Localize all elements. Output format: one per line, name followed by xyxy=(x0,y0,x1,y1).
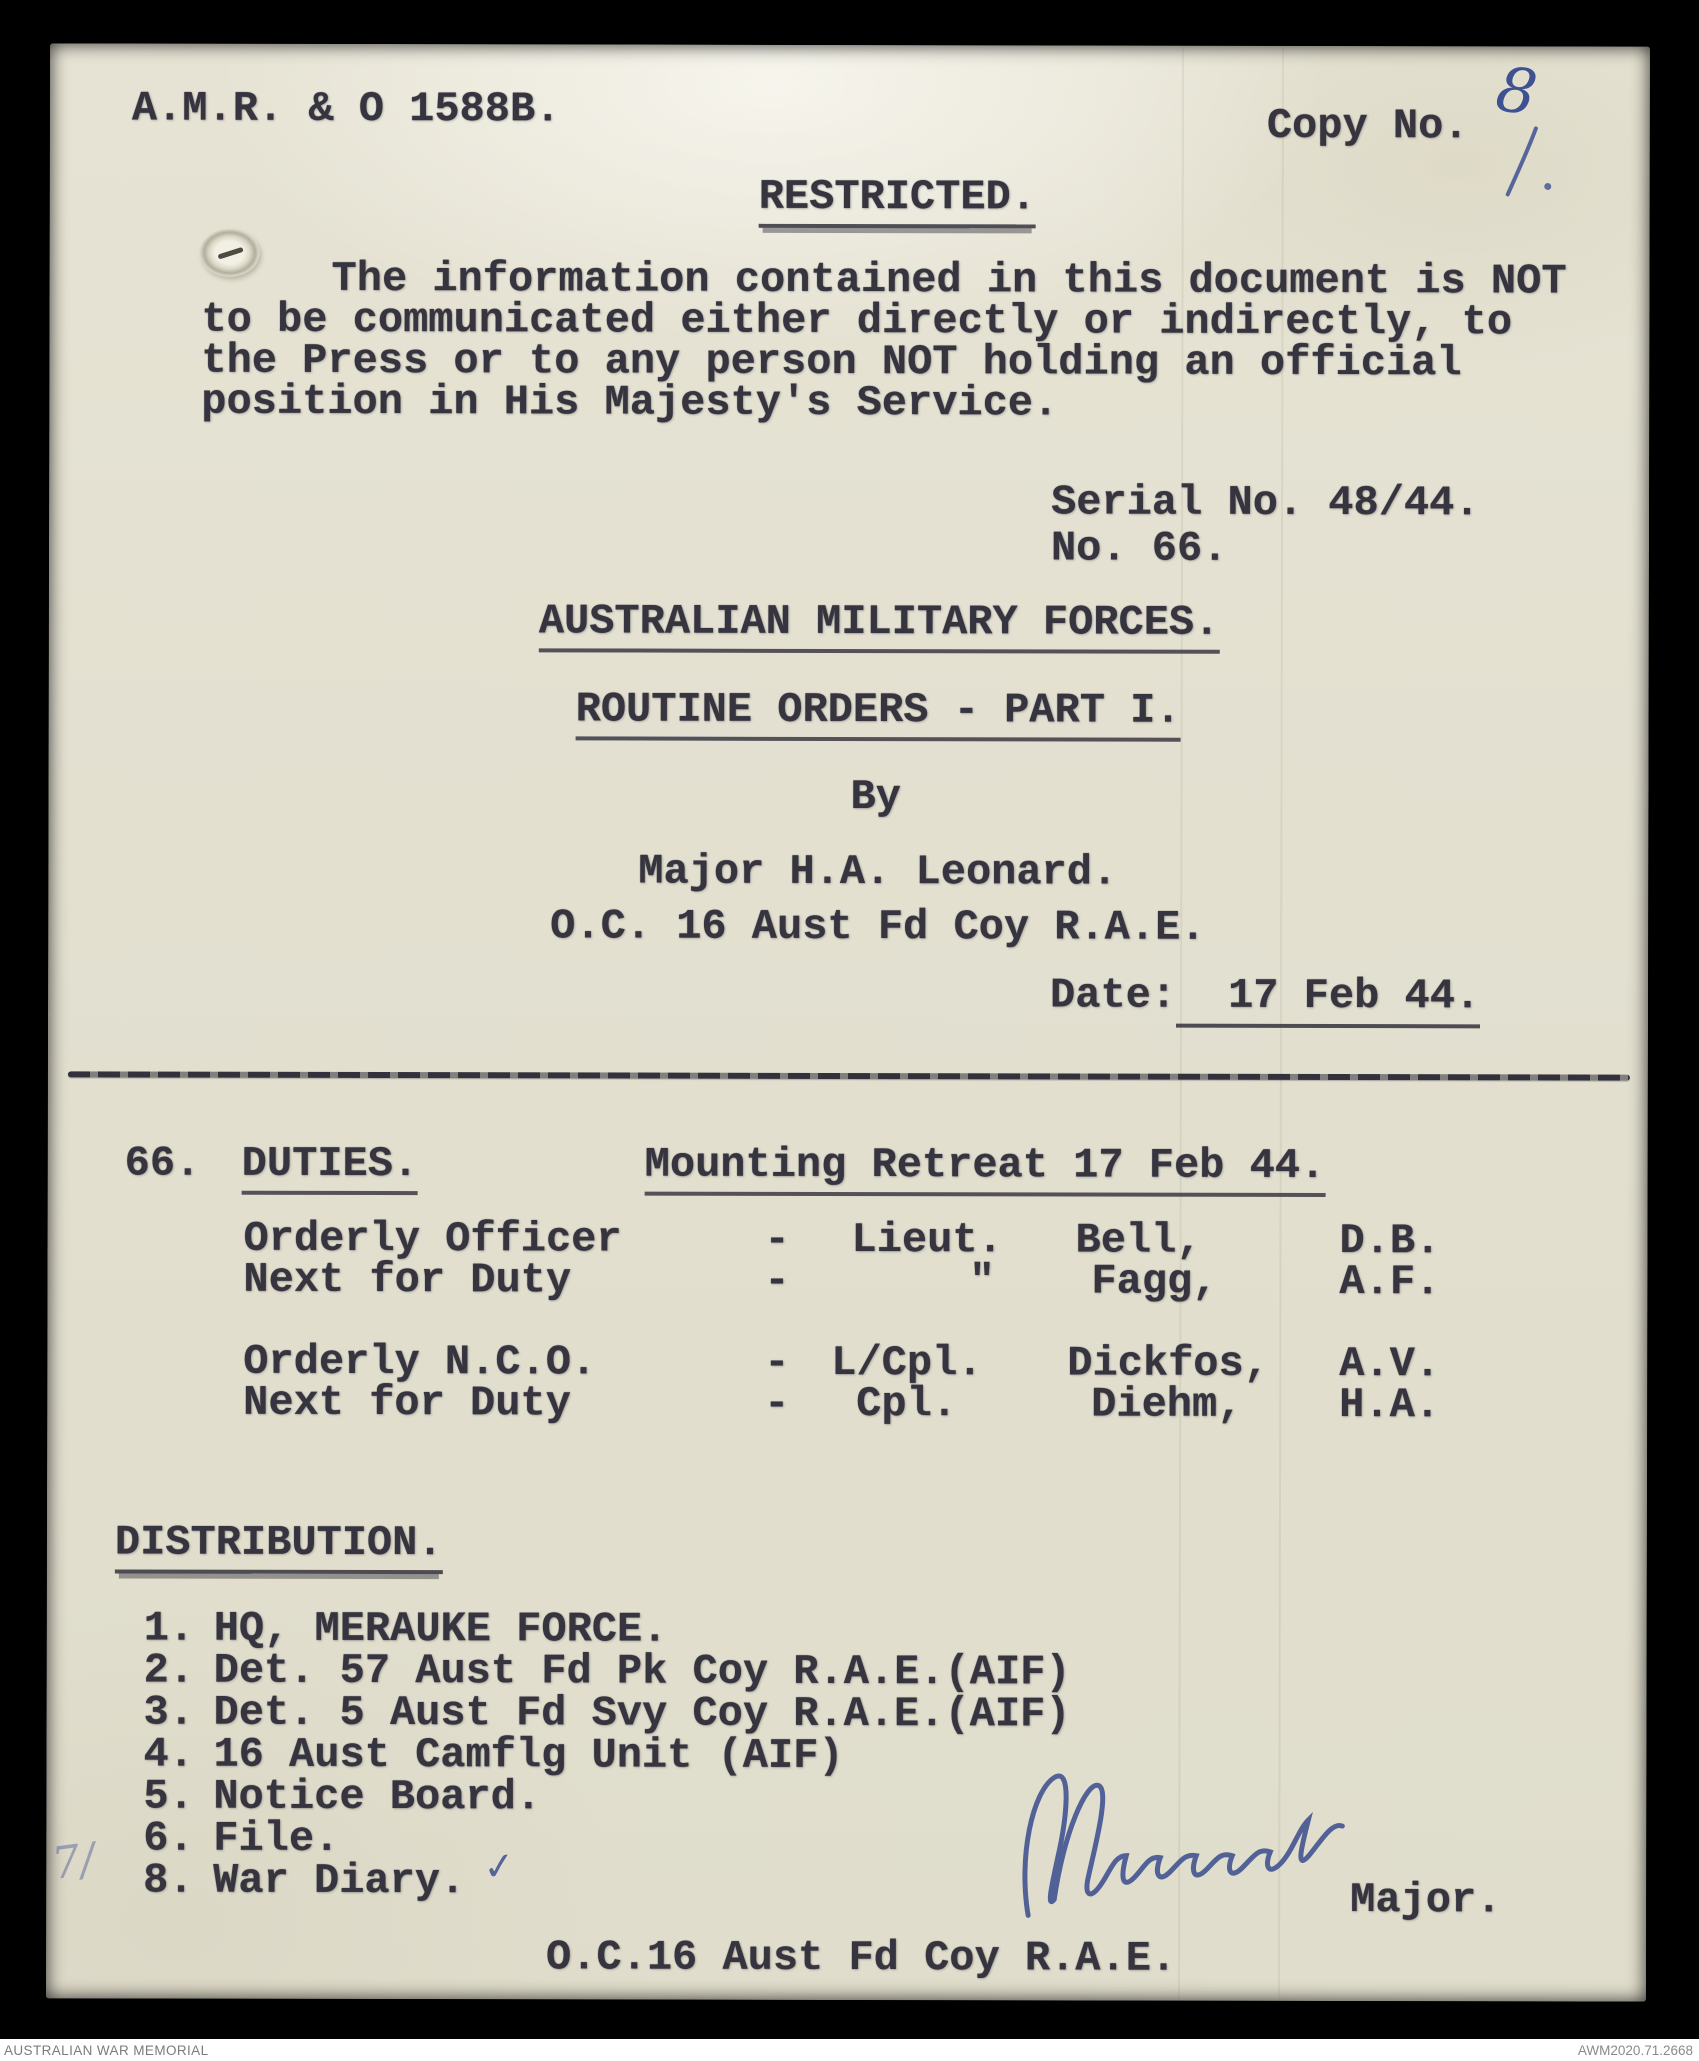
distribution-item-text: Det. 5 Aust Fd Svy Coy R.A.E.(AIF) xyxy=(213,1688,1071,1739)
distribution-item-text: War Diary. xyxy=(213,1856,466,1906)
distribution-item-number: 5. xyxy=(143,1772,194,1821)
date-line xyxy=(1050,971,1481,1021)
duty-name: Dickfos, xyxy=(1067,1339,1269,1388)
distribution-heading: DISTRIBUTION. xyxy=(115,1520,443,1574)
duty-row xyxy=(243,1255,1647,1307)
section-heading: DUTIES. xyxy=(242,1142,419,1195)
duty-rank: Cpl. xyxy=(856,1380,958,1429)
handwritten-check-icon: ✓ xyxy=(481,1842,518,1890)
duty-role: Next for Duty xyxy=(243,1255,572,1305)
copy-number-label: Copy No. xyxy=(1266,101,1469,151)
date-label: Date: xyxy=(1050,971,1177,1020)
duty-name: Bell, xyxy=(1075,1216,1202,1265)
duty-separator: - xyxy=(764,1256,790,1305)
duty-role: Orderly N.C.O. xyxy=(243,1337,597,1387)
security-notice-line: position in His Majesty's Service. xyxy=(201,377,1059,428)
section-divider xyxy=(68,1071,1630,1080)
distribution-item-text: Det. 57 Aust Fd Pk Coy R.A.E.(AIF) xyxy=(213,1646,1071,1697)
duty-separator: - xyxy=(764,1379,790,1428)
order-number: No. 66. xyxy=(1050,524,1228,573)
duty-role: Next for Duty xyxy=(243,1378,571,1428)
duty-rank: Lieut. xyxy=(851,1216,1003,1265)
duty-row xyxy=(243,1378,1647,1430)
archive-accession-number: AWM2020.71.2668 xyxy=(1577,2043,1693,2058)
distribution-item-text: File. xyxy=(213,1814,340,1863)
signature-scribble xyxy=(998,1757,1358,1938)
security-notice-line: The information contained in this document is NOT xyxy=(331,254,1567,306)
duty-initials: H.A. xyxy=(1339,1381,1441,1430)
duty-separator: - xyxy=(764,1338,790,1387)
classification-heading: RESTRICTED. xyxy=(759,175,1036,229)
serial-number: Serial No. 48/44. xyxy=(1051,478,1480,528)
duty-rank: L/Cpl. xyxy=(831,1338,983,1388)
duty-role: Orderly Officer xyxy=(243,1214,622,1264)
ink-flourish xyxy=(1502,124,1562,204)
duty-name: Diehm, xyxy=(1091,1380,1243,1429)
distribution-item-number: 1. xyxy=(143,1604,195,1653)
security-notice-line: the Press or to any person NOT holding an official xyxy=(201,336,1462,388)
security-notice-line: to be communicated either directly or indirectly, to xyxy=(201,295,1513,347)
issuer-unit: O.C. 16 Aust Fd Coy R.A.E. xyxy=(550,902,1206,952)
distribution-item-number: 4. xyxy=(143,1730,194,1779)
distribution-item-number: 3. xyxy=(143,1688,195,1737)
document-title: ROUTINE ORDERS - PART I. xyxy=(576,687,1181,741)
distribution-item-text: Notice Board. xyxy=(213,1772,542,1822)
distribution-item-text: 16 Aust Camflg Unit (AIF) xyxy=(213,1730,844,1780)
document-reference: A.M.R. & O 1588B. xyxy=(131,84,561,134)
duty-initials: A.F. xyxy=(1339,1258,1441,1307)
paper-hole xyxy=(200,229,260,277)
distribution-item-number: 6. xyxy=(143,1814,194,1863)
issuer-name: Major H.A. Leonard. xyxy=(638,847,1118,897)
date-value: 17 Feb 44. xyxy=(1176,972,1480,1029)
section-number: 66. xyxy=(124,1139,201,1188)
organisation-heading: AUSTRALIAN MILITARY FORCES. xyxy=(539,599,1220,653)
handwritten-copy-number: 8 xyxy=(1491,51,1542,131)
duty-rank: " xyxy=(969,1257,995,1306)
duty-name: Fagg, xyxy=(1091,1257,1218,1306)
duty-initials: A.V. xyxy=(1339,1340,1441,1389)
by-label: By xyxy=(850,773,901,822)
document-page xyxy=(46,43,1650,2001)
archive-footer xyxy=(0,2039,1699,2061)
archive-name: AUSTRALIAN WAR MEMORIAL xyxy=(4,2043,209,2058)
distribution-item-number: 2. xyxy=(143,1646,195,1695)
handwritten-renumber-mark: 7/ xyxy=(48,1833,99,1891)
distribution-item-text: HQ, MERAUKE FORCE. xyxy=(213,1604,668,1654)
signature-rank: Major. xyxy=(1350,1876,1502,1925)
duty-separator: - xyxy=(764,1215,790,1264)
section-subheading: Mounting Retreat 17 Feb 44. xyxy=(645,1143,1326,1197)
duty-initials: D.B. xyxy=(1339,1217,1441,1266)
distribution-item-number: 8. xyxy=(143,1856,194,1905)
signature-unit: O.C.16 Aust Fd Coy R.A.E. xyxy=(545,1933,1177,1983)
